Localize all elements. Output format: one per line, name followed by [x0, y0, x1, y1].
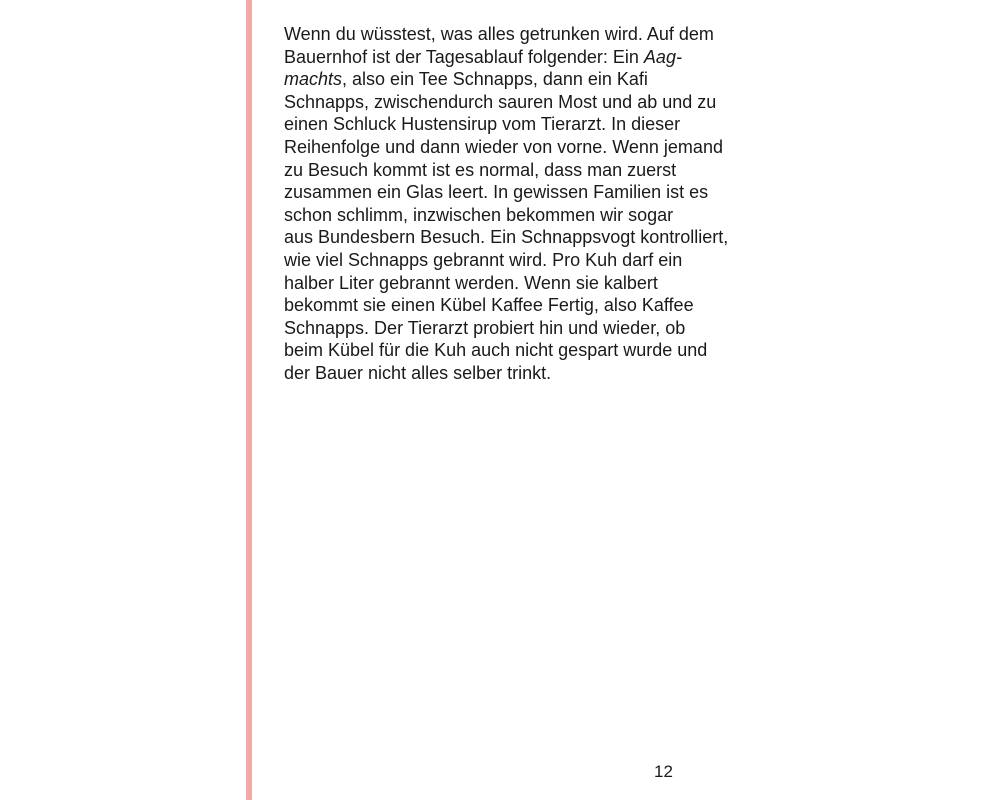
text-line: aus Bundesbern Besuch. Ein Schnappsvogt kontrolliert,: [284, 227, 729, 248]
text-segment: Bauernhof ist der Tagesablauf folgender: Ein: [284, 46, 644, 67]
text-line: Schnapps. Der Tierarzt probiert hin und wieder, ob: [284, 317, 686, 338]
body-paragraph: [284, 23, 728, 385]
text-line: [284, 68, 728, 91]
text-line: zusammen ein Glas leert. In gewissen Familien ist es: [284, 182, 709, 203]
italic-term: machts: [284, 69, 343, 90]
text-line: Schnapps, zwischendurch sauren Most und ab und zu: [284, 91, 717, 112]
text-line: einen Schluck Hustensirup vom Tierarzt. In dieser: [284, 114, 681, 135]
margin-rule: [246, 0, 252, 800]
italic-term: Aag-: [643, 46, 682, 67]
text-line: beim Kübel für die Kuh auch nicht gespart wurde und: [284, 340, 708, 361]
text-line: halber Liter gebrannt werden. Wenn sie kalbert: [284, 272, 658, 293]
text-line: [284, 46, 728, 69]
text-segment: , also ein Tee Schnapps, dann ein Kafi: [342, 69, 648, 90]
text-line: Reihenfolge und dann wieder von vorne. Wenn jemand: [284, 136, 723, 157]
page-number: 12: [654, 762, 673, 781]
text-line: der Bauer nicht alles selber trinkt.: [284, 362, 552, 383]
text-line: schon schlimm, inzwischen bekommen wir sogar: [284, 204, 674, 225]
text-line: wie viel Schnapps gebrannt wird. Pro Kuh darf ein: [284, 249, 683, 270]
text-line: zu Besuch kommt ist es normal, dass man zuerst: [284, 159, 677, 180]
text-line: bekommt sie einen Kübel Kaffee Fertig, also Kaffee: [284, 295, 694, 316]
text-line: Wenn du wüsstest, was alles getrunken wird. Auf dem: [284, 24, 714, 44]
